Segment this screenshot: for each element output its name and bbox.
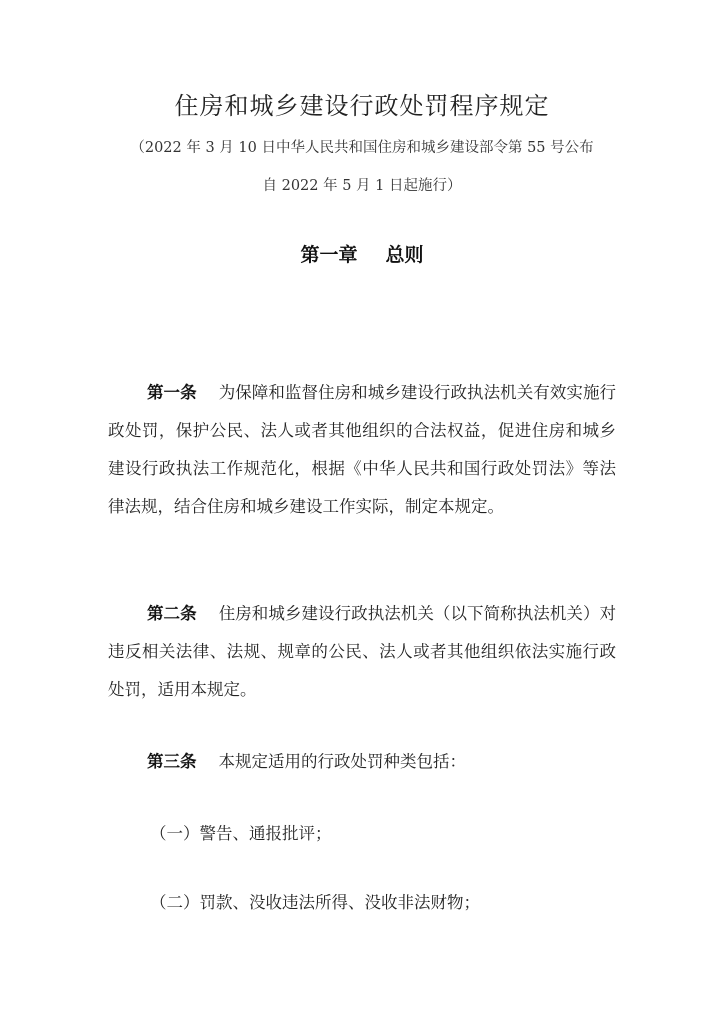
article-3-text: 本规定适用的行政处罚种类包括：: [218, 752, 466, 771]
chapter-number: 第一章: [300, 244, 358, 266]
chapter-name: 总则: [385, 244, 424, 266]
article-1-label: 第一条: [147, 383, 197, 402]
article-3-label: 第三条: [147, 752, 197, 771]
article-1: [108, 374, 616, 526]
penalty-type-item-1: （一）警告、通报批评；: [150, 824, 332, 843]
article-2: [108, 595, 616, 709]
article-2-text: 住房和城乡建设行政执法机关（以下简称执法机关）对违反相关法律、法规、规章的公民、法人或者其他组织依法实施行政处罚，适用本规定。: [108, 604, 617, 699]
chapter-heading: [0, 240, 724, 267]
document-title: 住房和城乡建设行政处罚程序规定: [174, 92, 550, 120]
promulgation-note-line1: （2022 年 3 月 10 日中华人民共和国住房和城乡建设部令第 55 号公布: [130, 140, 594, 156]
article-3: [108, 743, 616, 781]
article-1-text: 为保障和监督住房和城乡建设行政执法机关有效实施行政处罚，保护公民、法人或者其他组织的合法权益，促进住房和城乡建设行政执法工作规范化，根据《中华人民共和国行政处罚法》等法律法规，结合住房和城乡建设工作实际，制定本规定。: [108, 383, 617, 516]
penalty-type-item-2: （二）罚款、没收违法所得、没收非法财物；: [150, 893, 480, 912]
article-2-label: 第二条: [147, 604, 197, 623]
promulgation-note-line2: 自 2022 年 5 月 1 日起施行）: [262, 178, 462, 194]
